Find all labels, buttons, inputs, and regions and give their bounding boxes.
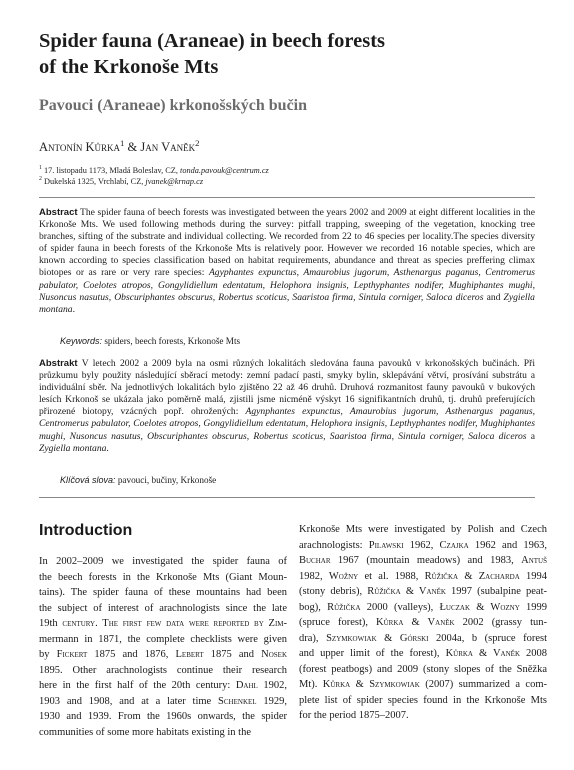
affiliation-email[interactable]: jvanek@krnap.cz (145, 177, 204, 186)
body-text-line: arachnologists: Pilawski 1962, Czajka 1962 and 1963, (299, 539, 548, 551)
abstrakt-end: . (106, 442, 109, 454)
body-text-line: 1903 and 1908, and at a later time Schenkel 1929, (39, 695, 288, 707)
body-text-line: 1895. Other arachnologists continue their research (39, 664, 287, 676)
abstract-end: . (72, 303, 75, 315)
abstrakt-species-last: Zygiella montana (39, 442, 107, 454)
body-text-line: Mt). Kůrka & Szymkowiak (2007) summarized a com- (299, 679, 548, 690)
affiliations (39, 165, 269, 187)
body-text-line: Buchar 1967 (mountain meadows) and 1983, Antuš (299, 555, 547, 566)
body-text-line: (spruce forest), Kůrka & Vaněk 2002 (grassy tun- (299, 617, 547, 628)
affiliation-marker: 1 (120, 137, 125, 148)
affiliation-marker: 2 (39, 176, 42, 183)
body-text-line: communities of some more habitats existing in the (39, 726, 252, 738)
title-line-2: of the Krkonoše Mts (39, 56, 219, 78)
body-text-line: the beech forests in the Krkonoše Mts (Giant Moun- (39, 571, 287, 583)
body-text-line: 1930 and 1939. From the 1960s onwards, the spider (39, 711, 287, 722)
body-text-line: mermann in 1871, the complete checklists were given (39, 633, 287, 645)
abstract-conjunction: and (483, 291, 504, 303)
body-column-left (39, 554, 287, 740)
body-text-line: (stony debris), Růžička & Vaněk 1997 (subalpine peat- (299, 586, 547, 597)
body-text-line: for the period 1875–2007. (299, 710, 409, 721)
abstract-species: Agyphantes expunctus, Amaurobius jugorum, Asthenargus paganus, Centromerus pabulator, Coelotes atropos, Gongylidiellum edentatum, Helophora insignis, Lepthyphantes nodifer, Mughiphantes mughi, Nusoncus nasutus, Obscuriphantes obscurus, Robertus scoticus, Saaristoa firma, Sintula corniger, Saloca diceros (39, 267, 536, 303)
affiliation-line (39, 165, 269, 176)
affiliation-line (39, 176, 269, 187)
author-name: Jan Vaněk (140, 140, 196, 154)
abstract-text: The spider fauna of beech forests was investigated between the years 2002 and 2009 at eight different localities in the Krkonoše Mts. We used following methods during the survey: pitfall trapping, sweeping of the vegetation, knocking tree branches, sifting of the substrate and individual collecting. We recorded from 22 to 46 species per locality.The species diversity of spider fauna in beech forests of the Krkonoše Mts is relatively poor. However we recorded 16 notable species, which are known according to species classification based on habitat requirements, abundance and threat as species preffering climax biotopes or as rare or very rare species: (39, 207, 535, 279)
klicova-slova-label: Klíčová slova: (60, 475, 116, 485)
body-text-line: here in the first half of the 20th century: Dahl 1902, (39, 680, 287, 691)
body-text-line: 1982, Wožny et al. 1988, Růžička & Zacharda 1994 (299, 570, 548, 582)
body-text-line: and upper limit of the forest), Kůrka & Vaněk 2008 (299, 648, 548, 659)
affiliation-marker: 1 (39, 165, 42, 172)
abstract-label: Abstract (39, 207, 78, 218)
abstrakt-conjunction: a (526, 430, 535, 442)
keywords-english (60, 336, 240, 346)
body-text-line: plete list of spider species found in the Krkonoše Mts (299, 694, 547, 706)
affiliation-address: 17. listopadu 1173, Mladá Boleslav, CZ, (41, 166, 181, 175)
divider-bottom (39, 497, 535, 498)
klicova-slova-text: pavouci, bučiny, Krkonoše (115, 475, 217, 485)
body-column-right (299, 522, 547, 724)
abstrakt-species: Agynphantes expunctus, Amaurobius jugorum, Asthenargus paganus, Centromerus pabulator, Coelotes atropos, Gongylidiellum edentatum, Helophora insignis, Lepthyphantes nodifer, Mughiphantes mughi, Nusoncus nasutus, Obscuriphantes obscurus, Robertus scoticus, Saaristoa firma, Sintula corniger, Saloca diceros (39, 406, 535, 442)
keywords-text: spiders, beech forests, Krkonoše Mts (102, 336, 241, 346)
abstrakt-text: V letech 2002 a 2009 byla na osmi různých lokalitách sledována fauna pavouků v krkonošských bučinách. Při průzkumu byly použity následující sběrací metody: zemní padací pasti, smyky bylin, sklepávání větví, prosívání substrátu a individuální sběr. Na jednotlivých lokalitách bylo zjištěno 22 až 46 druhů. Druhová rozmanitost fauny pavouků v bukových lesích Krkonoš se ukázala jako poměrně malá, zjistili jsme nicméně výskyt 16 signifikantních druhů, tj. druhů preferujících přirozené biotopy, vzácných popř. ohrožených: (39, 358, 535, 418)
title-line-1: Spider fauna (Araneae) in beech forests (39, 30, 386, 52)
section-heading-introduction: Introduction (39, 522, 133, 539)
abstrakt-label: Abstrakt (39, 358, 78, 369)
paper-subtitle: Pavouci (Araneae) krkonošských bučin (39, 97, 308, 114)
affiliation-marker: 2 (195, 137, 200, 148)
author-name: Antonín Kůrka (39, 140, 121, 154)
abstract-species-last: Zygiella montana (39, 291, 535, 315)
body-text-line: dra), Szymkowiak & Górski 2004a, b (spruce forest (299, 632, 548, 644)
keywords-czech (60, 475, 216, 485)
paper-title (39, 28, 539, 80)
body-text-line: 19th century. The first few data were reported by Zim- (39, 618, 287, 629)
body-text-line: Krkonoše Mts were investigated by Polish and Czech (299, 524, 547, 535)
abstract-english (39, 207, 535, 316)
body-text-line: In 2002–2009 we investigated the spider fauna of (39, 556, 287, 567)
affiliation-address: Dukelská 1325, Vrchlabí, CZ, (41, 177, 146, 186)
divider-top (39, 197, 535, 198)
keywords-label: Keywords: (60, 336, 103, 346)
body-text-line: bog), Růžička 2000 (valleys), Łuczak & Wozny 1999 (299, 601, 547, 613)
author-separator: & (124, 140, 141, 154)
author-list (39, 137, 200, 155)
affiliation-email[interactable]: tonda.pavouk@centrum.cz (180, 166, 269, 175)
body-text-line: tains). The spider fauna of these mountains had been (39, 587, 287, 598)
body-text-line: the subject of interest of arachnologists since the late (39, 602, 287, 614)
body-text-line: by Fickert 1875 and 1876, Lebert 1875 and Nosek (39, 649, 288, 660)
body-text-line: (forest peatbogs) and 2009 (stony slopes of the Sněžka (299, 663, 547, 675)
abstract-czech (39, 358, 535, 455)
